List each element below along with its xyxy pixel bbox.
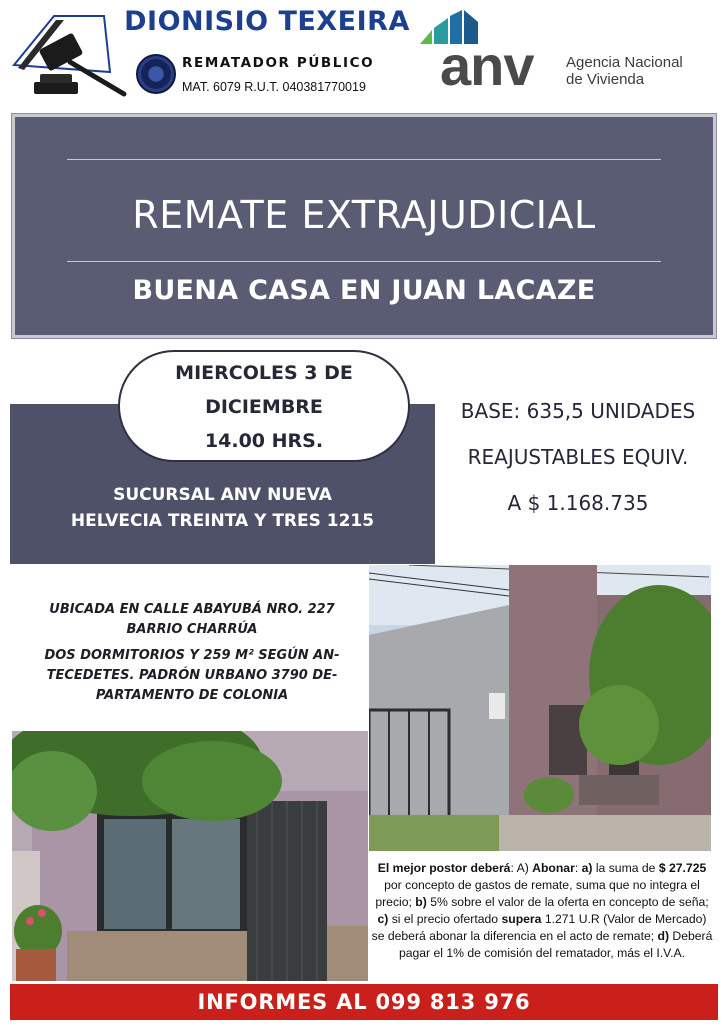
conditions-text: Deberá pagar el 1% de comisión del rematador, más el I.V.A.	[398, 929, 713, 960]
conditions-supera: supera	[501, 912, 542, 926]
bidder-conditions	[370, 860, 714, 962]
item-b-label: b)	[415, 895, 427, 909]
agency-name-line2: de Vivienda	[566, 71, 645, 88]
conditions-text: si el precio ofertado	[388, 912, 502, 926]
conditions-text: la suma de	[592, 861, 659, 875]
gavel-icon	[12, 10, 132, 100]
item-d-label: d)	[657, 929, 670, 943]
house-front-photo	[12, 731, 368, 981]
date-line-1: MIERCOLES 3 DE	[175, 362, 353, 384]
house-street-photo	[369, 565, 711, 851]
base-price-line-3: A $ 1.168.735	[507, 491, 649, 515]
details-line-2: TECEDETES. PADRÓN URBANO 3790 DE-	[46, 668, 338, 683]
base-price-line-2: REAJUSTABLES EQUIV.	[467, 445, 689, 469]
address-line-1: UBICADA EN CALLE ABAYUBÁ NRO. 227	[49, 602, 335, 617]
auction-title: REMATE EXTRAJUDICIAL	[132, 193, 596, 237]
conditions-text: : A)	[510, 861, 533, 875]
agency-logo-word: anv	[440, 34, 534, 97]
date-badge	[118, 350, 410, 462]
property-description	[24, 600, 360, 712]
base-price-line-1: BASE: 635,5 UNIDADES	[460, 399, 696, 423]
address-line-2: BARRIO CHARRÚA	[126, 622, 258, 637]
divider	[67, 261, 661, 262]
conditions-text: 1.271 U.R (Valor de Mercado) se deberá abonar la diferencia en el acto de remate;	[371, 912, 707, 943]
details-line-3: PARTAMENTO DE COLONIA	[95, 688, 289, 703]
conditions-text: 5% sobre el valor de la oferta en concepto de seña;	[426, 895, 709, 909]
auction-location	[10, 482, 435, 534]
expense-amount: $ 27.725	[658, 861, 707, 875]
location-line-2: HELVECIA TREINTA Y TRES 1215	[70, 511, 375, 531]
location-line-1: SUCURSAL ANV NUEVA	[113, 485, 332, 505]
auction-time: 14.00 HRS.	[204, 430, 324, 452]
conditions-lead: El mejor postor deberá	[377, 861, 511, 875]
contact-banner: INFORMES AL 099 813 976	[10, 984, 718, 1020]
item-a-label: a)	[581, 861, 593, 875]
conditions-text: por concepto de gastos de remate, suma que no integra el precio;	[375, 878, 700, 909]
gavel-logo	[12, 10, 132, 100]
base-price	[438, 388, 718, 526]
conditions-text: :	[574, 861, 582, 875]
title-panel	[12, 114, 716, 338]
details-line-1: DOS DORMITORIOS Y 259 M² SEGÚN AN-	[44, 648, 340, 663]
conditions-abonar: Abonar	[532, 861, 575, 875]
date-line-2: DICIEMBRE	[205, 396, 323, 418]
seal-icon	[136, 54, 176, 94]
agency-name-line1: Agencia Nacional	[566, 54, 683, 71]
auctioneer-role: REMATADOR PÚBLICO	[182, 55, 375, 71]
auctioneer-registration: MAT. 6079 R.U.T. 040381770019	[182, 80, 366, 94]
divider	[67, 159, 661, 160]
auctioneer-name: DIONISIO TEXEIRA	[124, 6, 410, 37]
property-headline: BUENA CASA EN JUAN LACAZE	[132, 275, 596, 306]
item-c-label: c)	[377, 912, 389, 926]
agency-name	[566, 54, 683, 88]
